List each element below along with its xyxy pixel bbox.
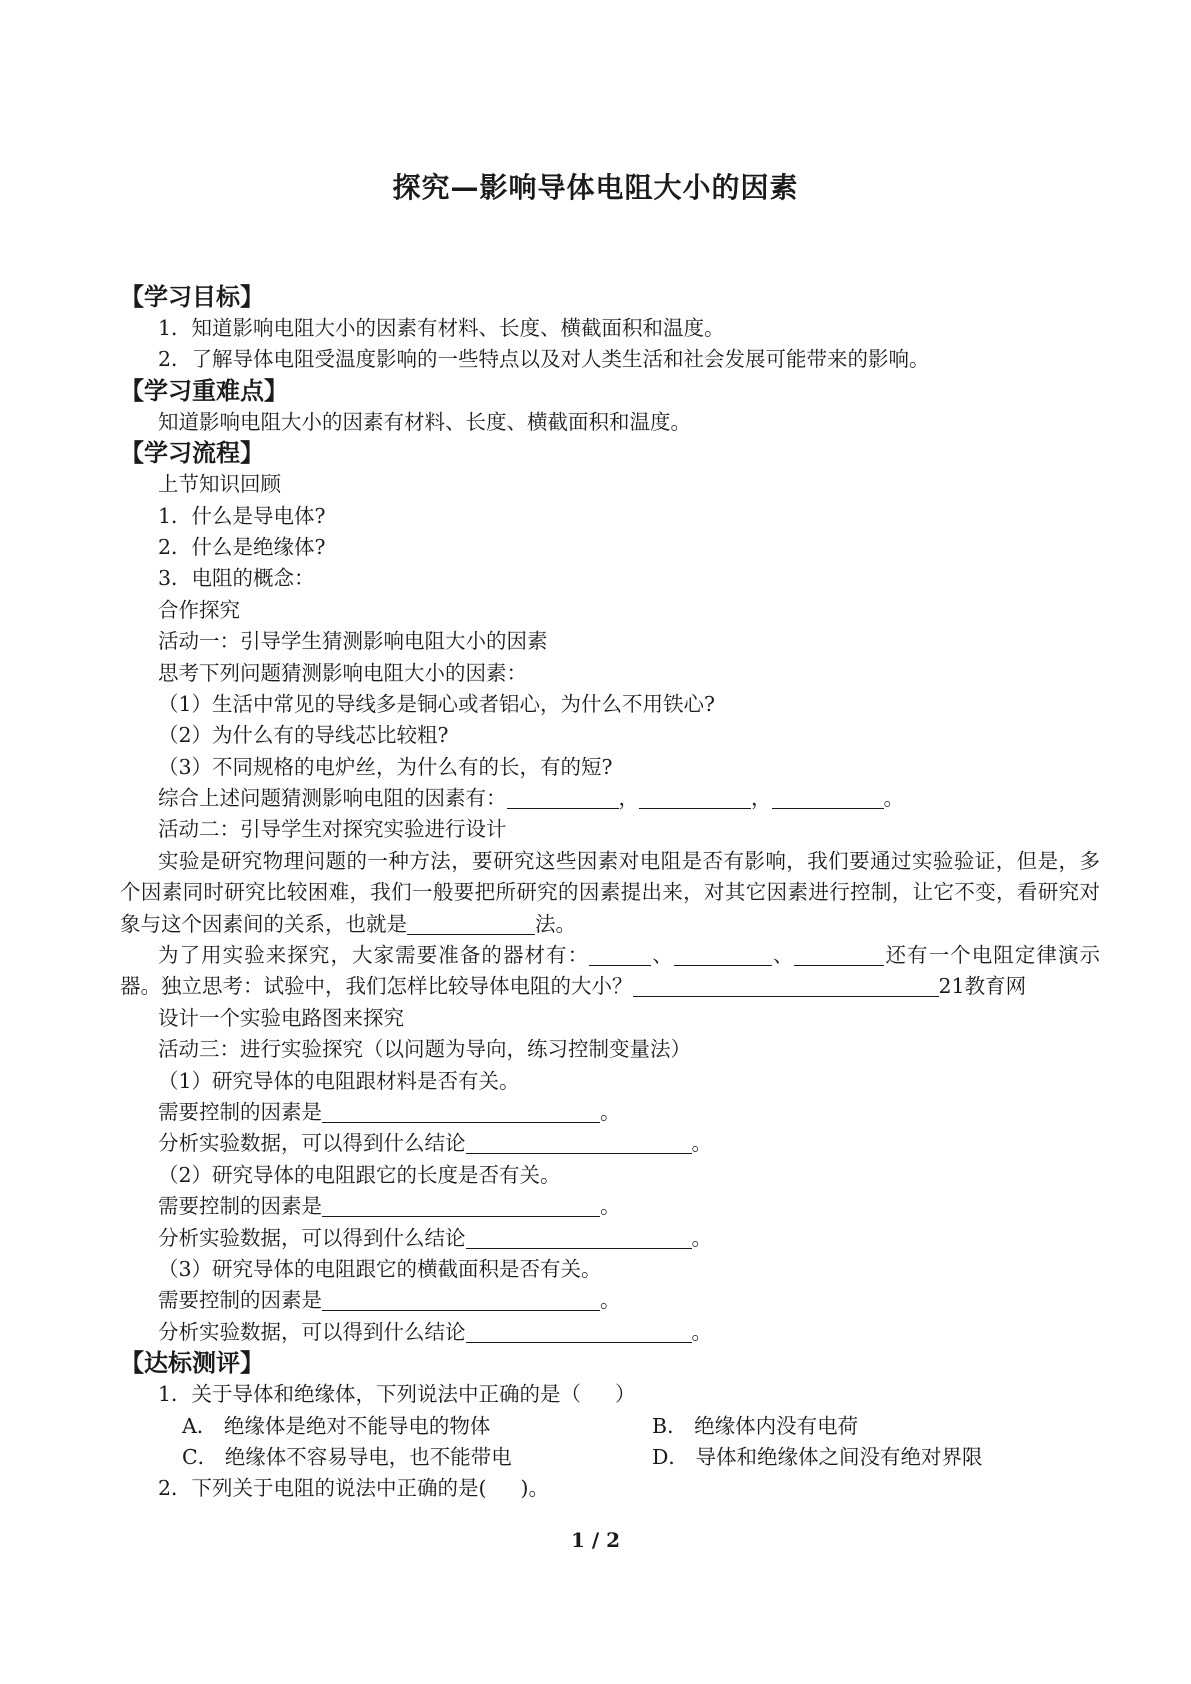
fill-blank[interactable] bbox=[322, 1193, 600, 1217]
control-line bbox=[120, 1097, 1100, 1128]
study-question: （3）研究导体的电阻跟它的横截面积是否有关。 bbox=[158, 1257, 602, 1282]
period: 。 bbox=[691, 1319, 712, 1344]
goal-item: 2．了解导体电阻受温度影响的一些特点以及对人类生活和社会发展可能带来的影响。 bbox=[158, 347, 930, 372]
period: 。 bbox=[691, 1131, 712, 1156]
option-b[interactable]: B． 绝缘体内没有电荷 bbox=[652, 1413, 859, 1438]
control-label: 需要控制的因素是 bbox=[158, 1100, 322, 1125]
study-question: （1）研究导体的电阻跟材料是否有关。 bbox=[158, 1068, 520, 1093]
process-heading: 【学习流程】 bbox=[120, 439, 264, 468]
review-item: 3．电阻的概念： bbox=[158, 566, 315, 591]
equipment-text: 为了用实验来探究，大家需要准备的器材有： bbox=[158, 943, 590, 968]
summary-prefix: 综合上述问题猜测影响电阻的因素有： bbox=[158, 786, 507, 811]
fill-blank[interactable] bbox=[466, 1319, 692, 1343]
activity-3: 活动三：进行实验探究（以问题为导向，练习控制变量法） bbox=[158, 1037, 691, 1062]
paren-close: )。 bbox=[520, 1476, 550, 1501]
options-row bbox=[120, 1411, 1100, 1442]
goal-item: 1．知道影响电阻大小的因素有材料、长度、横截面积和温度。 bbox=[158, 316, 725, 340]
question-1: （1）生活中常见的导线多是铜心或者铝心，为什么不用铁心? bbox=[158, 691, 716, 716]
activity-1: 活动一：引导学生猜测影响电阻大小的因素 bbox=[158, 629, 548, 654]
source-note: 21教育网 bbox=[938, 974, 1027, 999]
fill-blank[interactable] bbox=[794, 942, 884, 966]
activity-2: 活动二：引导学生对探究实验进行设计 bbox=[158, 817, 507, 842]
period: 。 bbox=[600, 1288, 621, 1313]
equipment-paragraph bbox=[120, 940, 1100, 1003]
fill-blank[interactable] bbox=[507, 785, 619, 809]
period: 。 bbox=[600, 1100, 621, 1125]
page-title: 探究—影响导体电阻大小的因素 bbox=[392, 171, 799, 204]
fill-blank[interactable] bbox=[322, 1287, 600, 1311]
period: 。 bbox=[883, 786, 904, 811]
question-2: （2）为什么有的导线芯比较粗? bbox=[158, 723, 449, 748]
design-line: 设计一个实验电路图来探究 bbox=[158, 1005, 404, 1030]
control-label: 需要控制的因素是 bbox=[158, 1194, 322, 1219]
option-d[interactable]: D． 导体和绝缘体之间没有绝对界限 bbox=[652, 1444, 983, 1469]
equipment-text-2: 还有一个电阻定律演示器。独立思考：试验中，我们怎样比较导体电阻的大小？ bbox=[120, 943, 1101, 999]
fill-blank[interactable] bbox=[407, 911, 535, 935]
separator: ， bbox=[751, 786, 772, 811]
control-line bbox=[120, 1285, 1100, 1316]
test-heading: 【达标测评】 bbox=[120, 1349, 264, 1378]
separator: ， bbox=[618, 786, 639, 811]
fill-blank[interactable] bbox=[466, 1130, 692, 1154]
method-end: 法。 bbox=[535, 911, 576, 936]
method-paragraph bbox=[120, 846, 1100, 940]
test-question-2 bbox=[120, 1473, 1100, 1504]
question-3: （3）不同规格的电炉丝，为什么有的长，有的短? bbox=[158, 754, 613, 779]
review-label: 上节知识回顾 bbox=[158, 472, 281, 497]
fill-blank[interactable] bbox=[674, 942, 772, 966]
options-row bbox=[120, 1442, 1100, 1473]
review-item: 2．什么是绝缘体? bbox=[158, 534, 326, 559]
control-line bbox=[120, 1191, 1100, 1222]
separator: 、 bbox=[651, 943, 674, 968]
paren-close: ） bbox=[615, 1382, 636, 1407]
period: 。 bbox=[600, 1194, 621, 1219]
coop-label: 合作探究 bbox=[158, 597, 240, 622]
study-question: （2）研究导体的电阻跟它的长度是否有关。 bbox=[158, 1162, 561, 1187]
conclusion-line bbox=[120, 1223, 1100, 1254]
fill-blank[interactable] bbox=[589, 942, 651, 966]
fill-blank[interactable] bbox=[639, 785, 751, 809]
method-text: 实验是研究物理问题的一种方法，要研究这些因素对电阻是否有影响，我们要通过实验验证，但是，多个因素同时研究比较困难，我们一般要把所研究的因素提出来，对其它因素进行控制，让它不变，看研究对象与这个因素间的关系，也就是 bbox=[120, 848, 1100, 936]
fill-blank[interactable] bbox=[841, 973, 939, 997]
separator: 、 bbox=[771, 943, 795, 968]
fill-blank[interactable] bbox=[322, 1099, 600, 1123]
fill-blank[interactable] bbox=[466, 1225, 692, 1249]
conclusion-label: 分析实验数据，可以得到什么结论 bbox=[158, 1319, 466, 1344]
key-text: 知道影响电阻大小的因素有材料、长度、横截面积和温度。 bbox=[158, 409, 691, 434]
period: 。 bbox=[691, 1225, 712, 1250]
page-number: 1 / 2 bbox=[570, 1528, 621, 1552]
key-heading: 【学习重难点】 bbox=[120, 376, 288, 405]
document-body bbox=[120, 282, 1100, 1505]
conclusion-line bbox=[120, 1317, 1100, 1348]
summary-line bbox=[120, 783, 1100, 814]
control-label: 需要控制的因素是 bbox=[158, 1288, 322, 1313]
option-c[interactable]: C． 绝缘体不容易导电，也不能带电 bbox=[182, 1444, 512, 1469]
fill-blank[interactable] bbox=[772, 785, 884, 809]
question-text: 1．关于导体和绝缘体，下列说法中正确的是（ bbox=[158, 1382, 582, 1407]
review-item: 1．什么是导电体? bbox=[158, 503, 326, 528]
conclusion-label: 分析实验数据，可以得到什么结论 bbox=[158, 1225, 466, 1250]
option-a[interactable]: A． 绝缘体是绝对不能导电的物体 bbox=[182, 1413, 491, 1438]
think-prompt: 思考下列问题猜测影响电阻大小的因素： bbox=[158, 660, 527, 685]
question-text: 2．下列关于电阻的说法中正确的是( bbox=[158, 1476, 487, 1501]
test-question-1 bbox=[120, 1379, 1100, 1410]
goals-heading: 【学习目标】 bbox=[120, 283, 264, 311]
conclusion-label: 分析实验数据，可以得到什么结论 bbox=[158, 1131, 466, 1156]
conclusion-line bbox=[120, 1128, 1100, 1159]
